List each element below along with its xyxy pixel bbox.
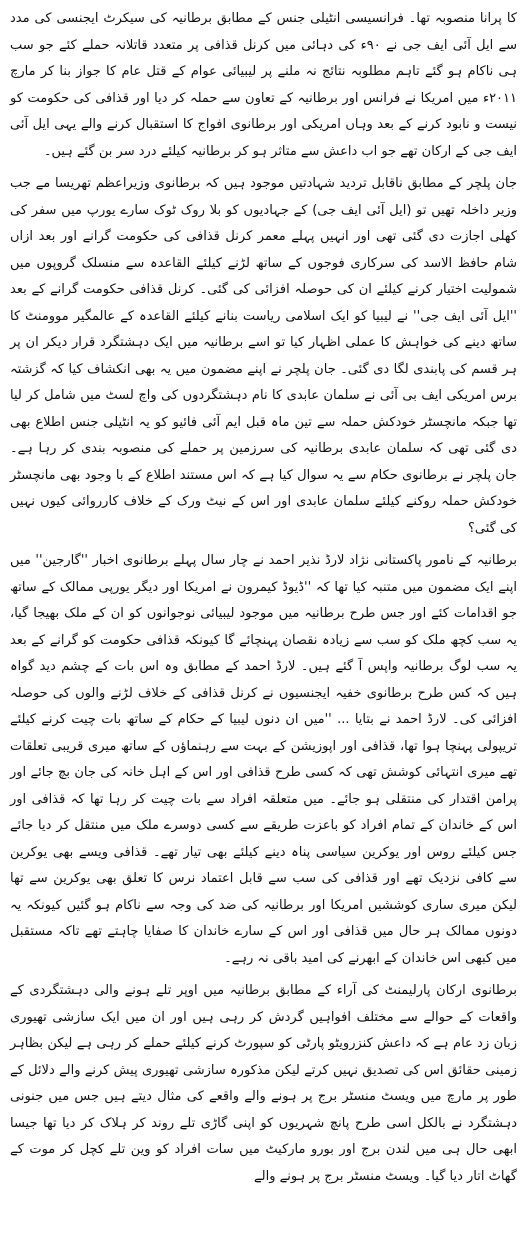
article-paragraph-1: کا پرانا منصوبہ تھا۔ فرانسیسی انٹیلی جنس کے مطابق برطانیہ کی سیکرٹ ایجنسی کی مدد سے ایل آئی ایف جی نے ۹۰ء کی دہائی میں کرنل قذافی پر متعدد قاتلانہ حملے کئے جو سب ہی ناکام ہو گئے تاہم مطلوبہ نتائج نہ ملنے پر لیبیائی عوام کے قتل عام کا جواز بنا کر مارچ ۲۰۱۱ء میں امریکا نے فرانس اور برطانیہ کے تعاون سے حملہ کر دیا اور قذافی کی حکومت کو نیست و نابود کرنے کے بعد وہاں امریکی اور برطانوی افواج کا استقبال کرنے والے یہی ایل آئی ایف جی کے ارکان تھے جو اب داعش سے متاثر ہو کر برطانیہ کیلئے درد سر بن گئے ہیں۔ bbox=[10, 11, 517, 159]
article-paragraph-3: برطانیہ کے نامور پاکستانی نژاد لارڈ نذیر احمد نے چار سال پہلے برطانوی اخبار ''گارجین'' میں اپنے ایک مضمون میں متنبہ کیا تھا کہ ''ڈیوڈ کیمرون نے امریکا اور دیگر یورپی ممالک کے ساتھ جو اقدامات کئے اور جس طرح برطانیہ میں موجود لیبیائی نوجوانوں کو ان کے ملک بھیجا گیا، یہ سب کچھ ملک کو سب سے زیادہ نقصان پہنچائے گا کیونکہ قذافی حکومت کو گرانے کے بعد یہ سب لوگ برطانیہ واپس آ گئے ہیں۔ لارڈ احمد کے مطابق وہ اس بات کے چشم دید گواہ ہیں کہ کس طرح برطانوی خفیہ ایجنسیوں نے کرنل قذافی کے خلاف لڑنے والوں کی حوصلہ افزائی کی۔ لارڈ احمد نے بتایا ... ''میں ان دنوں لیبیا کے حکام کے ساتھ بات چیت کرنے کیلئے تریپولی پہنچا ہوا تھا، قذافی اور اپوزیشن کے بہت سے رہنماؤں کے ساتھ میری قریبی تعلقات تھے میری انتہائی کوشش تھی کہ کسی طرح قذافی اور اس کے اہل خانہ کی جان بچ جائے اور پرامن اقتدار کی منتقلی ہو جائے۔ میں متعلقہ افراد سے بات چیت کر رہا تھا کہ قذافی اور اس کے خاندان کے تمام افراد کو باعزت طریقے سے کسی دوسرے ملک میں منتقل کر دیا جائے جس کیلئے روس اور یوکرین سیاسی پناہ دینے کیلئے بھی تیار تھے۔ قذافی ویسے بھی یوکرین سے کافی نزدیک تھے اور قذافی کی سب سے قابل اعتماد نرس کا تعلق بھی یوکرین سے تھا لیکن میری ساری کوششیں امریکا اور برطانیہ کی ضد کی وجہ سے ناکام ہو گئیں کیونکہ یہ دونوں ممالک ہر حال میں قذافی اور اس کے سارے خاندان کا صفایا چاہتے تھے تاکہ مستقبل میں کبھی اس خاندان کے ابھرنے کی امید باقی نہ رہے۔ bbox=[10, 553, 517, 966]
article-paragraph-4: برطانوی ارکان پارلیمنٹ کی آراء کے مطابق برطانیہ میں اوپر تلے ہونے والی دہشتگردی کے واقعات کے حوالے سے مختلف افواہیں گردش کر رہی ہیں اور ان میں ایک سازشی تھیوری زبان زد عام ہے کہ داعش کنزرویٹو پارٹی کو سپورٹ کرنے کیلئے حملے کر رہی ہے لیکن بظاہر زمینی حقائق اس کی تصدیق نہیں کرتے لیکن مذکورہ سازشی تھیوری پیش کرنے والے دلائل کے طور پر مارچ میں ویسٹ منسٹر برج پر ہونے والے واقعے کی مثال دیتے ہیں جس میں جنونی دہشتگرد نے بالکل اسی طرح پانچ شہریوں کو اپنی گاڑی تلے روند کر ہلاک کر دیا تھا جیسا ابھی حال ہی میں لندن برج اور بورو مارکیٹ میں سات افراد کو وین تلے کچل کر موت کے گھاٹ اتار دیا گیا۔ ویسٹ منسٹر برج پر ہونے والے bbox=[10, 983, 517, 1184]
article-paragraph-2: جان پلچر کے مطابق ناقابل تردید شہادتیں موجود ہیں کہ برطانوی وزیراعظم تھریسا مے جب وزیر داخلہ تھیں تو (ایل آئی ایف جی) کے جہادیوں کو بلا روک ٹوک سارے یورپ میں سفر کی کھلی اجازت دی گئی تھی اور انہیں پہلے معمر کرنل قذافی کی حکومت گرانے اور بعد ازاں شام حافظ الاسد کی سرکاری فوجوں کے ساتھ لڑنے کیلئے القاعدہ سے منسلک گروپوں میں شمولیت اختیار کرنے کیلئے ان کی حوصلہ افزائی کی گئی۔ کرنل قذافی حکومت گرانے کے بعد ''ایل آئی ایف جی'' نے لیبیا کو ایک اسلامی ریاست بنانے کیلئے القاعدہ کے عالمگیر موومنٹ کا ساتھ دینے کی خواہش کا عملی اظہار کیا تو اسے برطانیہ میں ایک دہشتگرد قرار دیکر ان پر ہر قسم کی پابندی لگا دی گئی۔ جان پلچر نے اپنے مضمون میں یہ بھی انکشاف کیا کہ گزشتہ برس امریکی ایف بی آئی نے سلمان عابدی کا نام دہشتگردوں کی واچ لسٹ میں شامل کر لیا تھا جبکہ مانچسٹر خودکش حملہ سے تین ماہ قبل ایم آئی فائیو کو یہ انٹیلی جنس اطلاع بھی دی گئی تھی کہ سلمان عابدی برطانیہ کی سرزمین پر حملے کی منصوبہ بندی کر رہا ہے۔ جان پلچر نے برطانوی حکام سے یہ سوال کیا ہے کہ اس مستند اطلاع کے با وجود بھی مانچسٹر خودکش حملہ روکنے کیلئے سلمان عابدی اور اس کے نیٹ ورک کے خلاف کارروائی کیوں نہیں کی گئی؟ bbox=[10, 176, 517, 536]
